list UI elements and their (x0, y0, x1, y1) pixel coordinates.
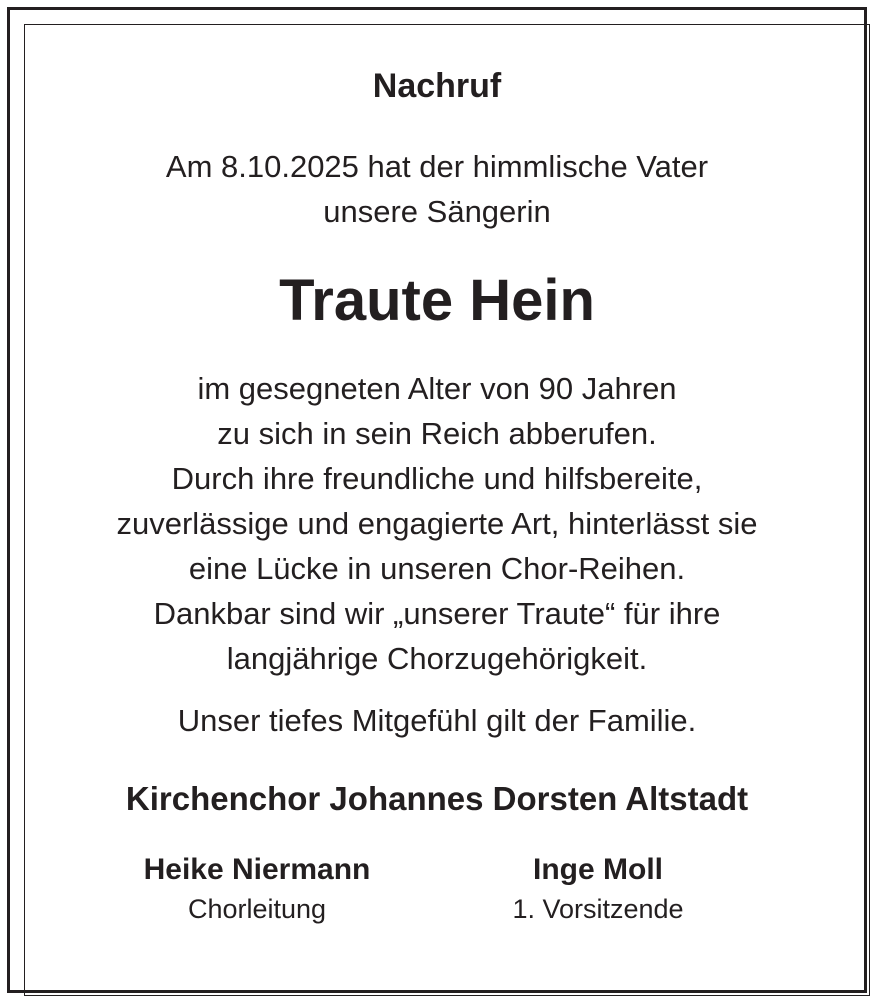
body-text (14, 366, 860, 681)
signatory-right (418, 850, 778, 928)
signatory-name: Inge Moll (533, 853, 663, 886)
intro-line: unsere Sängerin (323, 194, 551, 229)
body-line: zu sich in sein Reich abberufen. (217, 416, 657, 451)
body-line: zuverlässige und engagierte Art, hinterlässt sie (116, 506, 758, 541)
body-line: im gesegneten Alter von 90 Jahren (197, 371, 677, 406)
body-line: eine Lücke in unseren Chor-Reihen. (188, 551, 686, 586)
signatory-role: Chorleitung (187, 894, 327, 924)
notice-heading: Nachruf (372, 67, 502, 105)
deceased-name: Traute Hein (279, 268, 595, 333)
signatory-left (77, 850, 437, 928)
body-line: Durch ihre freundliche und hilfsbereite, (171, 461, 703, 496)
sympathy-text: Unser tiefes Mitgefühl gilt der Familie. (177, 703, 697, 738)
intro-line: Am 8.10.2025 hat der himmlische Vater (165, 149, 709, 184)
signatory-role: 1. Vorsitzende (512, 894, 684, 924)
body-line: Dankbar sind wir „unserer Traute“ für ihre (153, 596, 721, 631)
intro-text (14, 144, 860, 234)
signatory-name: Heike Niermann (143, 853, 371, 886)
organization-name: Kirchenchor Johannes Dorsten Altstadt (125, 780, 749, 817)
body-line: langjährige Chorzugehörigkeit. (226, 641, 648, 676)
